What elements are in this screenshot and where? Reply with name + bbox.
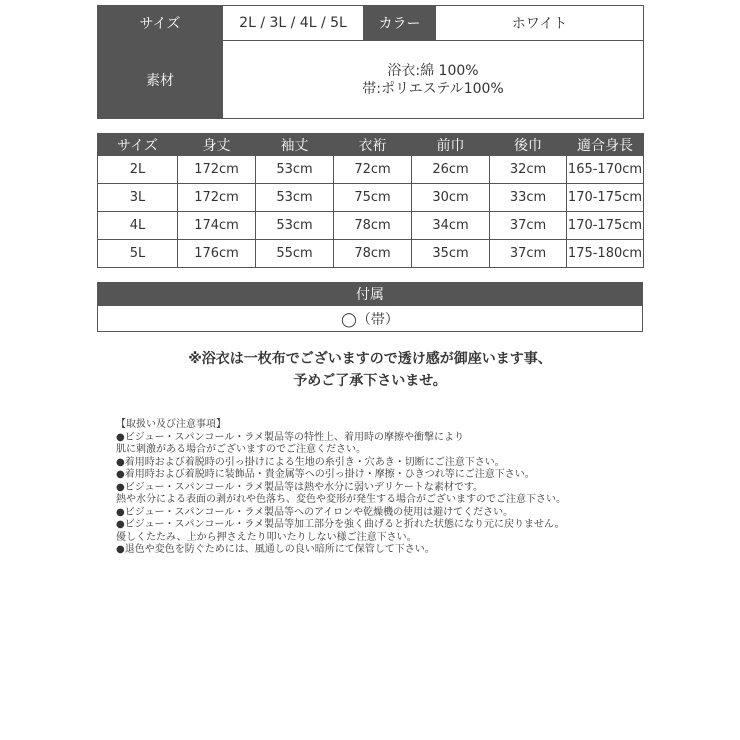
table-cell: 78cm — [334, 212, 412, 240]
care-instructions — [116, 419, 636, 557]
care-line: ●ビジュー・スパンコール・ラメ製品等は熱や水分に弱いデリケートな素材です。 — [116, 481, 484, 493]
table-cell: 53cm — [256, 212, 334, 240]
table-cell: 3L — [98, 184, 178, 212]
table-row — [98, 240, 644, 268]
material-value — [223, 41, 644, 119]
care-line: ●ビジュー・スパンコール・ラメ製品等加工部分を強く曲げると折れた状態になり元に戻りません。 — [116, 519, 565, 530]
table-cell: 37cm — [490, 212, 567, 240]
table-cell: 172cm — [178, 156, 256, 184]
care-line: ●着用時および着脱時に装飾品・貴金属等への引っ掛け・摩擦・ひきつれ等にご注意下さい。 — [116, 469, 535, 480]
care-line: 熱や水分による表面の剥がれや色落ち、変色や変形が発生する場合がございますのでご注意下さい。 — [116, 494, 566, 505]
table-cell: 170-175cm — [567, 184, 644, 212]
accessory-value: ◯（帯） — [98, 306, 643, 332]
material-line-yukata: 浴衣:綿 100% — [387, 62, 479, 79]
care-line: ●退色や変色を防ぐためには、風通しの良い暗所にて保管して下さい。 — [116, 544, 435, 555]
table-cell: 176cm — [178, 240, 256, 268]
size-value: 2L / 3L / 4L / 5L — [223, 6, 364, 41]
care-line: 優しくたたみ、上から押さえたり叩いたりしない様ご注意下さい。 — [116, 531, 417, 543]
table-cell: 175-180cm — [567, 240, 644, 268]
care-line: ●着用時および着脱時の引っ掛けによる生地の糸引き・穴あき・切断にご注意下さい。 — [116, 456, 505, 468]
size-chart-header-row — [98, 134, 644, 156]
table-cell: 55cm — [256, 240, 334, 268]
table-row — [98, 184, 644, 212]
color-label: カラー — [364, 6, 436, 41]
table-row — [98, 156, 644, 184]
table-cell: 170-175cm — [567, 212, 644, 240]
care-line: ●ビジュー・スパンコール・ラメ製品等へのアイロンや乾燥機の使用は避けてください。 — [116, 506, 514, 518]
header-yuki: 衣裄 — [334, 134, 412, 156]
see-through-note — [0, 348, 740, 392]
header-back-width: 後巾 — [490, 134, 567, 156]
size-chart-table — [97, 133, 644, 268]
table-cell: 53cm — [256, 156, 334, 184]
table-cell: 30cm — [412, 184, 490, 212]
table-cell: 165-170cm — [567, 156, 644, 184]
accessory-table — [97, 282, 643, 332]
material-label: 素材 — [98, 41, 223, 119]
table-cell: 5L — [98, 240, 178, 268]
note-line-2: 予めご了承下さいませ。 — [293, 373, 447, 389]
header-front-width: 前巾 — [412, 134, 490, 156]
size-label: サイズ — [98, 6, 223, 41]
note-line-1: ※浴衣は一枚布でございますので透け感が御座います事、 — [188, 351, 552, 367]
table-cell: 75cm — [334, 184, 412, 212]
info-row-material — [98, 41, 644, 119]
table-cell: 35cm — [412, 240, 490, 268]
header-size: サイズ — [98, 134, 178, 156]
table-cell: 26cm — [412, 156, 490, 184]
table-cell: 2L — [98, 156, 178, 184]
info-row-size-color — [98, 6, 644, 41]
care-heading: 【取扱い及び注意事項】 — [116, 419, 226, 430]
accessory-header-row — [98, 283, 643, 306]
table-cell: 34cm — [412, 212, 490, 240]
header-sleeve-length: 袖丈 — [256, 134, 334, 156]
table-cell: 172cm — [178, 184, 256, 212]
material-line-obi: 帯:ポリエステル100% — [362, 80, 504, 97]
table-row — [98, 212, 644, 240]
care-line: 肌に刺激がある場合がございますのでご注意ください。 — [116, 444, 366, 455]
table-cell: 4L — [98, 212, 178, 240]
table-cell: 33cm — [490, 184, 567, 212]
header-fit-height: 適合身長 — [567, 134, 644, 156]
care-line: ●ビジュー・スパンコール・ラメ製品等の特性上、着用時の摩擦や衝撃により — [116, 431, 465, 443]
header-length: 身丈 — [178, 134, 256, 156]
table-cell: 53cm — [256, 184, 334, 212]
table-cell: 72cm — [334, 156, 412, 184]
accessory-value-row — [98, 306, 643, 332]
table-cell: 78cm — [334, 240, 412, 268]
table-cell: 174cm — [178, 212, 256, 240]
color-value: ホワイト — [436, 6, 644, 41]
table-cell: 37cm — [490, 240, 567, 268]
product-info-table — [97, 5, 644, 119]
accessory-label: 付属 — [98, 283, 643, 306]
table-cell: 32cm — [490, 156, 567, 184]
